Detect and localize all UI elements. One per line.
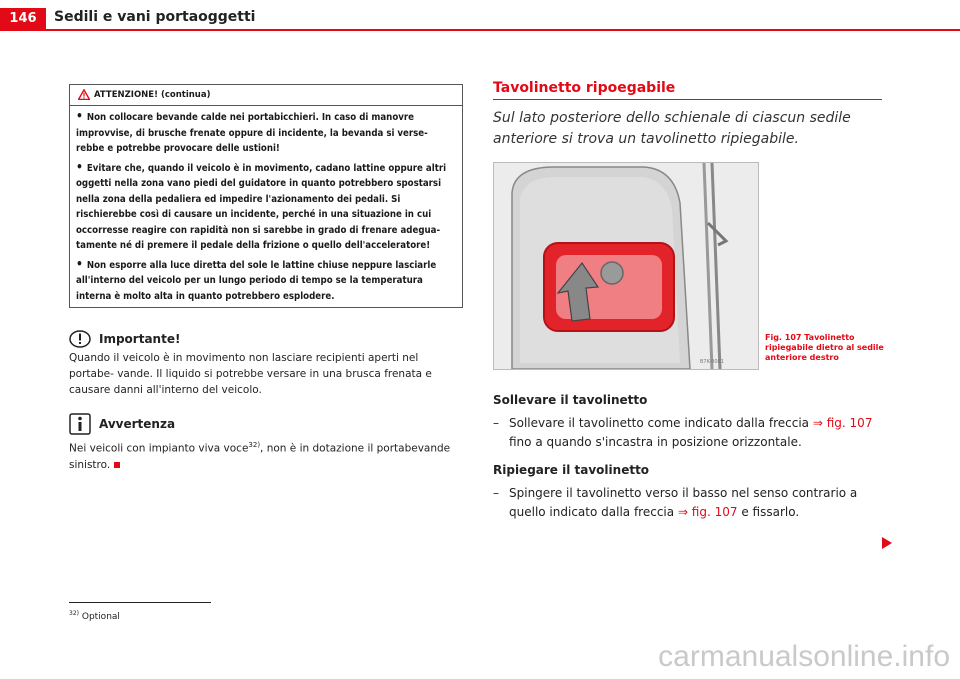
page-number: 146	[0, 8, 46, 30]
raise-step: – Sollevare il tavolinetto come indicato dalla freccia ⇒ fig. 107 fino a quando s'incastra in posizione orizzontale.	[493, 416, 873, 449]
warning-item: • Non collocare bevande calde nei portabicchieri. In caso di manovre improvvise, di brusche frenate oppure di incidente, la bevanda si verse- rebbe e potrebbe provocare delle ustioni!	[76, 109, 428, 154]
exclamation-circle-icon	[69, 330, 91, 348]
figure-code: B7K-0081	[700, 359, 724, 365]
bullet-icon: •	[76, 109, 83, 123]
next-page-arrow-icon[interactable]	[882, 537, 892, 549]
header-rule	[0, 29, 960, 31]
notice-body: Nei veicoli con impianto viva voce$^{32)}$, non è in dotazione il portabevande sinistro.	[69, 441, 451, 471]
warning-triangle-icon	[78, 89, 90, 100]
info-icon	[69, 413, 91, 435]
raise-title: Sollevare il tavolinetto	[493, 393, 648, 407]
warning-item: • Non esporre alla luce diretta del sole le lattine chiuse neppure lasciarle all'interno del veicolo per un lungo periodo di tempo se la temperatura interna è molto alta in quanto potrebbero esplodere.	[76, 256, 437, 302]
end-mark-icon	[114, 462, 120, 468]
notice-title: Avvertenza	[99, 417, 176, 431]
footnote-rule	[69, 602, 211, 603]
section-title: Sedili e vani portaoggetti	[54, 9, 256, 25]
figure-caption: Fig. 107 Tavolinetto ripiegabile dietro al sedile anteriore destro	[765, 333, 884, 362]
warning-item: • Evitare che, quando il veicolo è in movimento, cadano lattine oppure altri oggetti nella zona vano piedi del guidatore in quanto potrebbero spostarsi nella zona della pedaliera ed impedire l'azionamento dei pedali. Si rischierebbe così di causare un incidente, perché in una situazione in cui occorresse reagire con rapidità non si sarebbe in grado di frenare adegua- tamente né di premere il pedale della frizione o quello dell'acceleratore!	[76, 159, 447, 251]
footnote: $^{32)}$ Optional	[69, 610, 120, 622]
intro-text: Sul lato posteriore dello schienale di ciascun sedile anteriore si trova un tavolinetto ripiegabile.	[493, 110, 851, 147]
fig-107-link[interactable]: ⇒ fig. 107	[812, 416, 873, 430]
fig-107-link[interactable]: ⇒ fig. 107	[677, 505, 738, 519]
fold-step: – Spingere il tavolinetto verso il basso nel senso contrario a quello indicato dalla freccia ⇒ fig. 107 e fissarlo.	[493, 486, 858, 519]
important-body: Quando il veicolo è in movimento non lasciare recipienti aperti nel portabe- vande. Il liquido si potrebbe versare in una brusca frenata e causare danni all'interno del veicolo.	[69, 352, 432, 396]
warning-box	[69, 84, 463, 308]
warning-list	[70, 109, 462, 304]
bullet-icon: •	[76, 159, 83, 174]
watermark: carmanualsonline.info	[658, 640, 950, 673]
notice-note	[69, 413, 464, 473]
important-note	[69, 330, 464, 398]
heading-rule	[493, 99, 882, 100]
section-heading: Tavolinetto ripoegabile	[493, 80, 676, 96]
fold-title: Ripiegare il tavolinetto	[493, 463, 650, 477]
bullet-icon: •	[76, 256, 83, 271]
seat-tray-illustration	[494, 163, 758, 369]
figure-107	[493, 162, 759, 370]
warning-title: ATTENZIONE! (continua)	[94, 90, 211, 100]
page-header	[0, 0, 960, 32]
important-title: Importante!	[99, 332, 181, 346]
warning-header	[70, 85, 462, 106]
